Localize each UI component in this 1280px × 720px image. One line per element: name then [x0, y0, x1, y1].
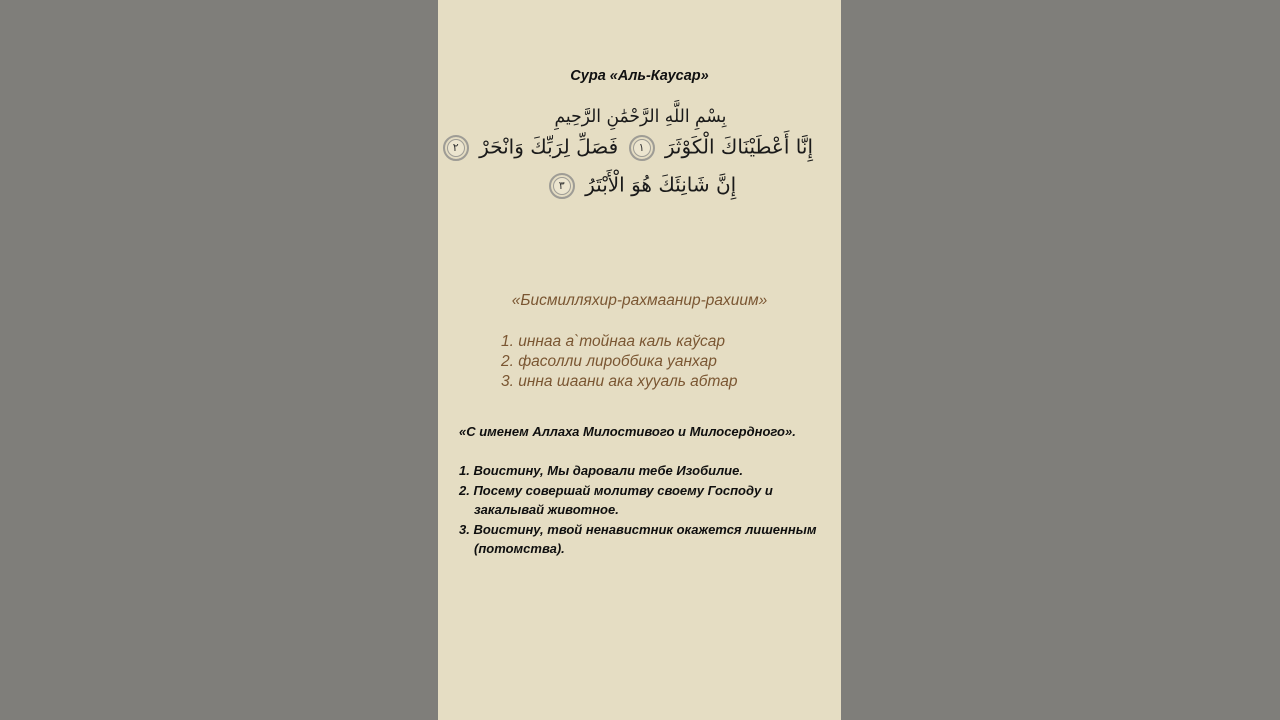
- arabic-ayah-3: إِنَّ شَانِئَكَ هُوَ الْأَبْتَرُ: [585, 172, 737, 197]
- ayah-number-2-icon: ٢: [443, 135, 469, 161]
- transliteration-line: 3. инна шаани ака хууаль абтар: [501, 373, 738, 390]
- background-left: [0, 0, 438, 720]
- arabic-ayah-2: فَصَلِّ لِرَبِّكَ وَانْحَرْ: [479, 134, 619, 159]
- arabic-basmala: بِسْمِ اللَّهِ الرَّحْمَٰنِ الرَّحِيمِ: [554, 106, 727, 127]
- translation-list: [459, 461, 834, 559]
- translation-line: 1. Воистину, Мы даровали тебе Изобилие.: [459, 463, 743, 478]
- surah-title: Сура «Аль-Каусар»: [570, 68, 709, 84]
- transliteration-list: [501, 332, 737, 392]
- translation-line: 3. Воистину, твой ненавистник окажется лишенным (потомства).: [459, 521, 817, 556]
- arabic-ayah-line-2: [468, 173, 813, 199]
- background-right: [841, 0, 1280, 720]
- translation-basmala: «С именем Аллаха Милостивого и Милосердного».: [459, 424, 796, 439]
- ayah-number-1-icon: ١: [629, 135, 655, 161]
- transliteration-line: 2. фасолли лироббика уанхар: [501, 353, 717, 370]
- arabic-ayah-line-1: [452, 134, 813, 161]
- ayah-number-3-icon: ٣: [549, 173, 575, 199]
- transliteration-line: 1. иннаа а`тойнаа каль каўсар: [501, 333, 725, 350]
- arabic-text: [452, 106, 813, 211]
- surah-card: [438, 0, 841, 720]
- translation-line: 2. Посему совершай молитву своему Господу и закалывай животное.: [459, 482, 773, 517]
- transliteration-basmala: «Бисмилляхир-рахмаанир-рахиим»: [511, 292, 768, 309]
- arabic-ayah-1: إِنَّا أَعْطَيْنَاكَ الْكَوْثَرَ: [664, 134, 813, 159]
